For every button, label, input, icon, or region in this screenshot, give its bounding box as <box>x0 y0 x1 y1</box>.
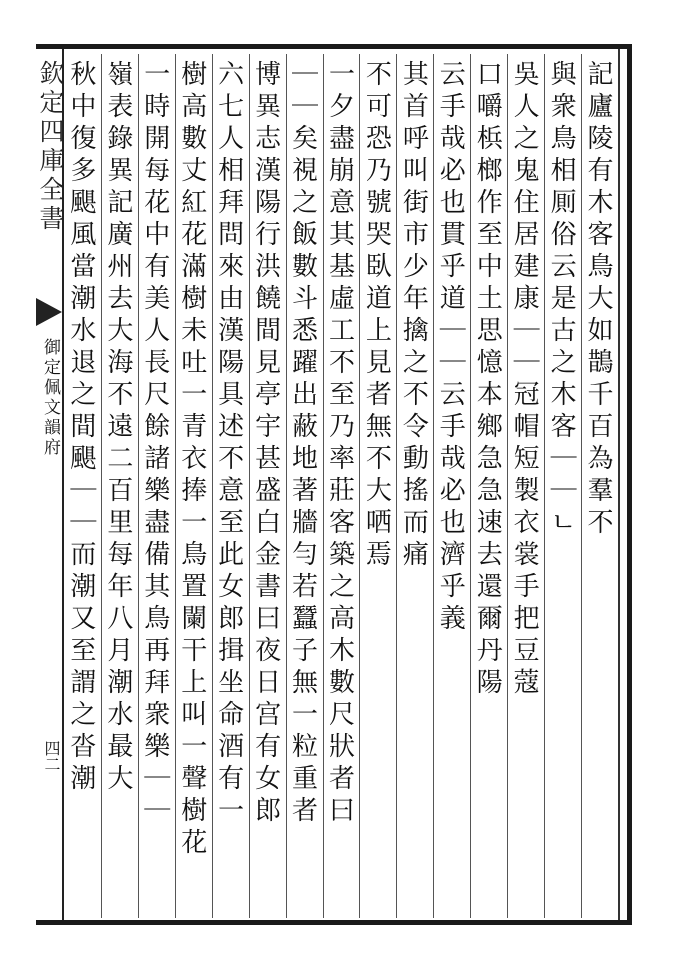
text-column-6: 其首呼叫街市少年擒之不令動搖而痛 <box>396 54 433 918</box>
text-column-9: ｜｜矣視之飯數斗悉躍出蔽地著牆勻若蠶子無一粒重者 <box>286 54 323 918</box>
inner-right-border-rule <box>618 49 620 920</box>
book-title: 欽定四庫全書 <box>36 60 65 234</box>
text-column-8: 一夕盡崩意其基虛工不至乃率莊客築之高木數尺狀者曰 <box>323 54 360 918</box>
text-column-14: 嶺表錄異記廣州去大海不遠二百里每年八月潮水最大 <box>101 54 138 918</box>
text-columns <box>64 54 618 918</box>
bottom-border-rule <box>36 920 630 925</box>
text-column-2: 與衆鳥相厠俗云是古之木客｜｜ㄴ <box>544 54 581 918</box>
text-column-15: 秋中復多颶風當潮水退之間颶｜｜而潮又至謂之沓潮 <box>65 60 96 796</box>
fishtail-mark <box>36 298 62 326</box>
text-column-4: 口嚼梹榔作至中土思憶本鄉急急速去還爾丹陽 <box>470 54 507 918</box>
text-column-12: 樹高數丈紅花滿樹未吐一青衣捧一鳥置闌干上叫一聲樹花 <box>175 54 212 918</box>
page-number: 四二 <box>42 740 61 772</box>
text-column-10: 博異志漢陽行洪饒間見亭宇甚盛白金書曰夜日宫有女郎 <box>249 54 286 918</box>
right-border-rule <box>627 44 632 925</box>
text-column-7: 不可恐乃號哭臥道上見者無不大哂焉 <box>359 54 396 918</box>
text-column-11: 六七人相拜問來由漢陽具述不意至此女郎揖坐命酒有一 <box>212 54 249 918</box>
text-column-13: 一時開每花中有美人長尺餘諸樂盡備其鳥再拜衆樂｜｜ <box>138 54 175 918</box>
text-column-1: 記廬陵有木客鳥大如鵲千百為羣不 <box>581 54 618 918</box>
text-column-5: 云手哉必也貫乎道｜｜云手哉必也濟乎義 <box>433 54 470 918</box>
top-border-rule <box>36 44 630 49</box>
text-column-3: 吳人之鬼住居建康｜｜冠帽短製衣裳手把豆蔻 <box>507 54 544 918</box>
book-subtitle: 御定佩文韻府 <box>40 338 60 458</box>
